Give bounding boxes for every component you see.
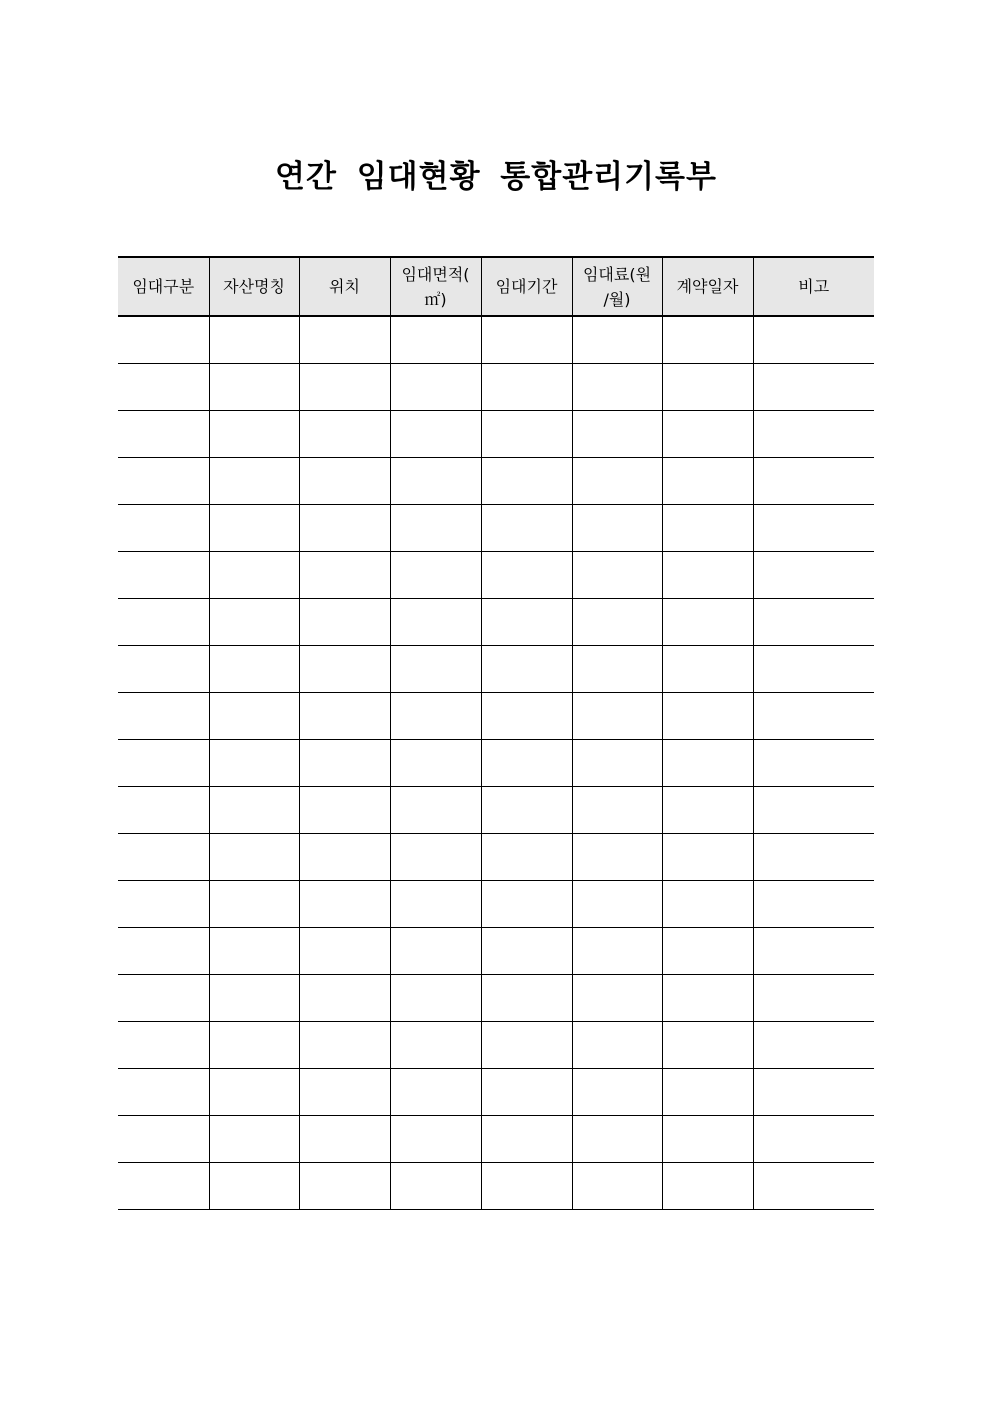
table-cell-remarks[interactable] <box>753 364 874 411</box>
table-cell-lease-period[interactable] <box>481 881 572 928</box>
table-cell-location[interactable] <box>299 1069 390 1116</box>
table-cell-lease-area[interactable] <box>390 693 481 740</box>
table-cell-location[interactable] <box>299 646 390 693</box>
table-row <box>118 975 874 1022</box>
table-cell-lease-area[interactable] <box>390 411 481 458</box>
table-cell-contract-date[interactable] <box>662 928 753 975</box>
table-cell-lease-period[interactable] <box>481 928 572 975</box>
table-cell-lease-period[interactable] <box>481 834 572 881</box>
header-label-line-1: 임대료(원 <box>582 264 652 284</box>
table-row <box>118 1116 874 1163</box>
table-cell-remarks[interactable] <box>753 693 874 740</box>
table-cell-contract-date[interactable] <box>662 411 753 458</box>
table-cell-remarks[interactable] <box>753 834 874 881</box>
table-cell-contract-date[interactable] <box>662 552 753 599</box>
table-cell-location[interactable] <box>299 552 390 599</box>
table-cell-rent[interactable] <box>572 505 662 552</box>
table-cell-lease-period[interactable] <box>481 411 572 458</box>
table-cell-lease-type[interactable] <box>118 599 209 646</box>
table-cell-rent[interactable] <box>572 787 662 834</box>
table-cell-rent[interactable] <box>572 458 662 505</box>
table-cell-remarks[interactable] <box>753 552 874 599</box>
header-label-line-2: /월) <box>603 289 631 309</box>
table-cell-lease-type[interactable] <box>118 505 209 552</box>
table-cell-rent[interactable] <box>572 599 662 646</box>
header-label: 임대구분 <box>132 277 195 296</box>
table-cell-lease-type[interactable] <box>118 1069 209 1116</box>
table-cell-lease-period[interactable] <box>481 458 572 505</box>
table-cell-contract-date[interactable] <box>662 316 753 364</box>
table-cell-contract-date[interactable] <box>662 975 753 1022</box>
table-cell-lease-area[interactable] <box>390 364 481 411</box>
table-row <box>118 411 874 458</box>
table-cell-asset-name[interactable] <box>209 599 299 646</box>
header-lease-area <box>390 257 481 316</box>
header-location <box>299 257 390 316</box>
table-body <box>118 316 874 1210</box>
table-cell-lease-type[interactable] <box>118 975 209 1022</box>
table-cell-lease-type[interactable] <box>118 316 209 364</box>
table-cell-lease-type[interactable] <box>118 740 209 787</box>
table-cell-asset-name[interactable] <box>209 505 299 552</box>
table-cell-contract-date[interactable] <box>662 1022 753 1069</box>
table-cell-location[interactable] <box>299 834 390 881</box>
table-cell-remarks[interactable] <box>753 599 874 646</box>
table-cell-lease-period[interactable] <box>481 646 572 693</box>
table-cell-contract-date[interactable] <box>662 599 753 646</box>
table-cell-contract-date[interactable] <box>662 1163 753 1210</box>
header-lease-type <box>118 257 209 316</box>
table-cell-contract-date[interactable] <box>662 458 753 505</box>
table-row <box>118 740 874 787</box>
table-cell-lease-period[interactable] <box>481 552 572 599</box>
table-cell-lease-type[interactable] <box>118 881 209 928</box>
table-cell-remarks[interactable] <box>753 928 874 975</box>
table-cell-lease-area[interactable] <box>390 1116 481 1163</box>
table-cell-rent[interactable] <box>572 411 662 458</box>
table-cell-location[interactable] <box>299 693 390 740</box>
table-cell-contract-date[interactable] <box>662 1069 753 1116</box>
table-row <box>118 364 874 411</box>
table-row <box>118 505 874 552</box>
table-cell-remarks[interactable] <box>753 975 874 1022</box>
table-cell-rent[interactable] <box>572 1022 662 1069</box>
table-cell-lease-period[interactable] <box>481 787 572 834</box>
table-cell-lease-area[interactable] <box>390 928 481 975</box>
table-cell-rent[interactable] <box>572 740 662 787</box>
table-cell-lease-period[interactable] <box>481 1163 572 1210</box>
table-cell-contract-date[interactable] <box>662 505 753 552</box>
table-cell-rent[interactable] <box>572 834 662 881</box>
table-cell-location[interactable] <box>299 411 390 458</box>
table-cell-remarks[interactable] <box>753 881 874 928</box>
table-cell-lease-area[interactable] <box>390 1163 481 1210</box>
table-cell-location[interactable] <box>299 505 390 552</box>
table-cell-asset-name[interactable] <box>209 928 299 975</box>
header-lease-period <box>481 257 572 316</box>
table-cell-lease-period[interactable] <box>481 1069 572 1116</box>
table-cell-remarks[interactable] <box>753 505 874 552</box>
header-asset-name <box>209 257 299 316</box>
table-row <box>118 834 874 881</box>
table-row <box>118 1069 874 1116</box>
table-cell-lease-type[interactable] <box>118 787 209 834</box>
header-rent <box>572 257 662 316</box>
table-cell-lease-type[interactable] <box>118 1163 209 1210</box>
table-cell-lease-period[interactable] <box>481 505 572 552</box>
table-cell-lease-type[interactable] <box>118 1116 209 1163</box>
table-cell-lease-area[interactable] <box>390 316 481 364</box>
table-header-row <box>118 257 874 316</box>
table-cell-contract-date[interactable] <box>662 881 753 928</box>
table-cell-asset-name[interactable] <box>209 975 299 1022</box>
table-cell-remarks[interactable] <box>753 646 874 693</box>
header-label-line-2: ㎡) <box>424 289 447 309</box>
header-label: 자산명칭 <box>223 277 285 296</box>
table-cell-rent[interactable] <box>572 1163 662 1210</box>
table-cell-lease-type[interactable] <box>118 552 209 599</box>
table-cell-lease-area[interactable] <box>390 740 481 787</box>
table-cell-location[interactable] <box>299 364 390 411</box>
table-cell-rent[interactable] <box>572 1116 662 1163</box>
table-cell-rent[interactable] <box>572 693 662 740</box>
table-row <box>118 693 874 740</box>
lease-ledger-table <box>118 256 874 1210</box>
table-cell-lease-type[interactable] <box>118 693 209 740</box>
table-cell-contract-date[interactable] <box>662 740 753 787</box>
table-cell-lease-period[interactable] <box>481 1022 572 1069</box>
table-cell-lease-area[interactable] <box>390 458 481 505</box>
table-cell-rent[interactable] <box>572 928 662 975</box>
table-row <box>118 881 874 928</box>
table-cell-rent[interactable] <box>572 552 662 599</box>
table-cell-location[interactable] <box>299 1163 390 1210</box>
table-cell-asset-name[interactable] <box>209 740 299 787</box>
table-row <box>118 552 874 599</box>
table-cell-asset-name[interactable] <box>209 458 299 505</box>
table-cell-asset-name[interactable] <box>209 1116 299 1163</box>
table-cell-rent[interactable] <box>572 881 662 928</box>
table-cell-contract-date[interactable] <box>662 834 753 881</box>
table-row <box>118 928 874 975</box>
table-cell-rent[interactable] <box>572 1069 662 1116</box>
table-cell-remarks[interactable] <box>753 458 874 505</box>
table-cell-lease-period[interactable] <box>481 316 572 364</box>
table-cell-lease-type[interactable] <box>118 1022 209 1069</box>
table-cell-lease-area[interactable] <box>390 975 481 1022</box>
table-cell-asset-name[interactable] <box>209 787 299 834</box>
table-cell-lease-type[interactable] <box>118 458 209 505</box>
table-cell-lease-period[interactable] <box>481 599 572 646</box>
table-cell-asset-name[interactable] <box>209 646 299 693</box>
table-cell-location[interactable] <box>299 740 390 787</box>
table-cell-lease-type[interactable] <box>118 411 209 458</box>
table-cell-contract-date[interactable] <box>662 646 753 693</box>
table-cell-asset-name[interactable] <box>209 411 299 458</box>
header-label: 임대기간 <box>495 277 558 296</box>
table-cell-lease-type[interactable] <box>118 928 209 975</box>
table-cell-location[interactable] <box>299 1116 390 1163</box>
header-label: 비고 <box>798 277 830 296</box>
table-row <box>118 458 874 505</box>
table-cell-remarks[interactable] <box>753 1022 874 1069</box>
table-cell-lease-area[interactable] <box>390 787 481 834</box>
table-row <box>118 316 874 364</box>
page-title: 연간 임대현황 통합관리기록부 <box>275 158 717 195</box>
table-cell-rent[interactable] <box>572 364 662 411</box>
table-cell-location[interactable] <box>299 1022 390 1069</box>
table-row <box>118 646 874 693</box>
table-cell-remarks[interactable] <box>753 316 874 364</box>
table-row <box>118 599 874 646</box>
table-cell-lease-area[interactable] <box>390 646 481 693</box>
table-cell-asset-name[interactable] <box>209 881 299 928</box>
table-cell-location[interactable] <box>299 787 390 834</box>
table-cell-asset-name[interactable] <box>209 1069 299 1116</box>
table-cell-lease-area[interactable] <box>390 599 481 646</box>
table-cell-location[interactable] <box>299 881 390 928</box>
table-cell-lease-period[interactable] <box>481 693 572 740</box>
table-cell-asset-name[interactable] <box>209 1163 299 1210</box>
table-row <box>118 1022 874 1069</box>
table-cell-remarks[interactable] <box>753 1116 874 1163</box>
table-cell-lease-type[interactable] <box>118 834 209 881</box>
table-cell-asset-name[interactable] <box>209 316 299 364</box>
header-remarks <box>753 257 874 316</box>
table-cell-lease-area[interactable] <box>390 1069 481 1116</box>
table-cell-rent[interactable] <box>572 316 662 364</box>
table-cell-contract-date[interactable] <box>662 787 753 834</box>
table-cell-lease-period[interactable] <box>481 975 572 1022</box>
header-contract-date <box>662 257 753 316</box>
table-cell-location[interactable] <box>299 458 390 505</box>
header-label: 계약일자 <box>676 277 739 296</box>
header-label: 위치 <box>329 277 360 296</box>
table-cell-remarks[interactable] <box>753 411 874 458</box>
table-cell-remarks[interactable] <box>753 787 874 834</box>
table-cell-remarks[interactable] <box>753 1163 874 1210</box>
table-row <box>118 1163 874 1210</box>
table-cell-lease-area[interactable] <box>390 881 481 928</box>
table-cell-contract-date[interactable] <box>662 693 753 740</box>
table-cell-asset-name[interactable] <box>209 693 299 740</box>
table-cell-asset-name[interactable] <box>209 364 299 411</box>
table-cell-location[interactable] <box>299 316 390 364</box>
table-cell-lease-type[interactable] <box>118 364 209 411</box>
table-cell-contract-date[interactable] <box>662 364 753 411</box>
table-cell-lease-area[interactable] <box>390 834 481 881</box>
table-cell-rent[interactable] <box>572 646 662 693</box>
table-cell-lease-period[interactable] <box>481 740 572 787</box>
table-cell-contract-date[interactable] <box>662 1116 753 1163</box>
table-cell-asset-name[interactable] <box>209 1022 299 1069</box>
table-cell-location[interactable] <box>299 975 390 1022</box>
table-cell-lease-period[interactable] <box>481 1116 572 1163</box>
table-cell-lease-type[interactable] <box>118 646 209 693</box>
table-cell-asset-name[interactable] <box>209 552 299 599</box>
table-cell-asset-name[interactable] <box>209 834 299 881</box>
table-cell-remarks[interactable] <box>753 740 874 787</box>
table-cell-remarks[interactable] <box>753 1069 874 1116</box>
table-cell-location[interactable] <box>299 599 390 646</box>
table-cell-lease-area[interactable] <box>390 505 481 552</box>
header-label-line-1: 임대면적( <box>401 264 470 284</box>
table-cell-rent[interactable] <box>572 975 662 1022</box>
table-row <box>118 787 874 834</box>
table-cell-lease-area[interactable] <box>390 552 481 599</box>
table-cell-lease-period[interactable] <box>481 364 572 411</box>
table-cell-location[interactable] <box>299 928 390 975</box>
table-cell-lease-area[interactable] <box>390 1022 481 1069</box>
